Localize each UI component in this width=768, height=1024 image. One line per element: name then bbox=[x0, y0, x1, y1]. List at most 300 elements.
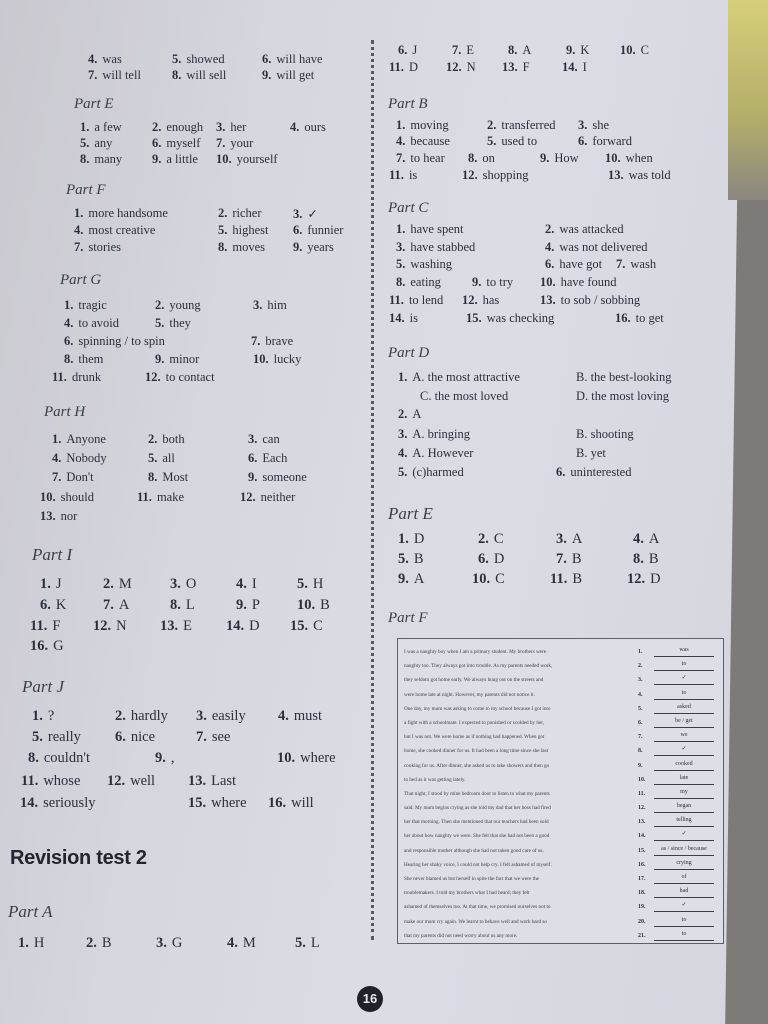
blank-number: 7. bbox=[638, 734, 643, 741]
passage-line: I was a naughty boy when I am a primary student. My brothers were bbox=[404, 649, 547, 655]
item-answer: D. the most loving bbox=[576, 389, 670, 403]
left-part-i-answer bbox=[170, 576, 196, 593]
left-part-i-answer bbox=[226, 618, 260, 635]
item-number: 1. bbox=[398, 531, 409, 547]
item-number: 3. bbox=[216, 120, 226, 134]
item-number: 7. bbox=[103, 597, 114, 613]
passage-line: home, she cooked dinner for us. It had been a long time since she last bbox=[404, 748, 549, 755]
item-answer: Anyone bbox=[66, 432, 106, 446]
left-part-h-answer bbox=[148, 432, 185, 447]
item-number: 1. bbox=[18, 935, 29, 951]
item-number: 10. bbox=[40, 490, 56, 504]
left-part-f-answer bbox=[293, 240, 334, 255]
right-part-e-answer bbox=[398, 551, 424, 568]
item-answer: hardly bbox=[130, 708, 168, 724]
item-answer: brave bbox=[265, 334, 294, 348]
left-part-i-answer bbox=[297, 576, 323, 593]
item-answer: is bbox=[409, 311, 418, 325]
left-part-j-answer bbox=[107, 773, 155, 790]
blank-number: 3. bbox=[638, 677, 643, 684]
item-number: 14. bbox=[226, 618, 245, 634]
left-part-i-answer bbox=[30, 618, 60, 635]
blank-answer: cooked bbox=[654, 759, 714, 771]
left-part-e-answer bbox=[80, 120, 122, 135]
item-answer: to contact bbox=[165, 370, 215, 384]
item-answer: wash bbox=[630, 257, 657, 271]
item-answer: O bbox=[185, 576, 197, 592]
right-part-f-title: Part F bbox=[388, 610, 428, 626]
item-number: 2. bbox=[152, 120, 162, 134]
item-answer: to get bbox=[635, 311, 664, 325]
item-answer: B bbox=[320, 597, 330, 613]
right-part-d-answer bbox=[420, 389, 508, 404]
item-answer: when bbox=[625, 151, 653, 165]
item-number: 5. bbox=[295, 935, 306, 951]
item-answer: to lend bbox=[408, 293, 444, 307]
passage-line: were home late at night. However, my parents did not notice it. bbox=[404, 691, 535, 698]
item-number: 2. bbox=[103, 576, 114, 592]
left-part-f-answer bbox=[218, 206, 262, 221]
item-answer: forward bbox=[592, 134, 632, 148]
item-answer: they bbox=[169, 316, 191, 330]
right-part-e-answer bbox=[472, 571, 505, 588]
item-answer: B. shooting bbox=[576, 427, 634, 441]
right-part-c-answer bbox=[462, 293, 499, 308]
item-answer: N bbox=[116, 618, 127, 634]
right-part-c-answer bbox=[396, 240, 475, 255]
item-answer: nice bbox=[130, 729, 156, 745]
item-answer: B. yet bbox=[576, 446, 606, 460]
answer-blank-row bbox=[638, 702, 718, 716]
item-number: 3. bbox=[156, 935, 167, 951]
right-part-b-answer bbox=[578, 134, 632, 149]
right-part-b-answer bbox=[396, 134, 450, 149]
right-part-b-answer bbox=[540, 151, 579, 166]
left-part-g-answer bbox=[155, 316, 191, 331]
left-part-g-title: Part G bbox=[60, 272, 102, 288]
item-number: 1. bbox=[52, 432, 62, 446]
item-number: 4. bbox=[236, 576, 247, 592]
item-number: 3. bbox=[253, 298, 263, 312]
left-part-e-answer bbox=[216, 120, 246, 135]
item-answer: C. the most loved bbox=[420, 389, 509, 403]
item-number: 2. bbox=[398, 407, 408, 421]
left-part-a-answer bbox=[295, 935, 320, 952]
item-number: 5. bbox=[172, 52, 182, 66]
item-answer: all bbox=[162, 451, 175, 465]
right-part-b-answer bbox=[389, 168, 417, 183]
item-answer: most creative bbox=[88, 223, 156, 237]
item-answer: have spent bbox=[410, 222, 464, 236]
item-answer: see bbox=[211, 729, 231, 745]
right-part-b-answer bbox=[487, 118, 556, 133]
answer-blank-row bbox=[638, 915, 718, 929]
left-top-rows-answer bbox=[88, 52, 122, 67]
left-part-e-answer bbox=[216, 152, 278, 167]
right-part-e-answer bbox=[398, 531, 424, 548]
right-part-c-answer bbox=[466, 311, 554, 326]
item-answer: stories bbox=[88, 240, 122, 254]
item-answer: seriously bbox=[43, 795, 96, 811]
item-answer: K bbox=[55, 597, 67, 613]
item-answer: young bbox=[169, 298, 201, 312]
item-number: 12. bbox=[462, 168, 478, 182]
part-f-text-box bbox=[397, 638, 724, 944]
right-part-c-answer bbox=[389, 293, 443, 308]
blank-number: 13. bbox=[638, 819, 646, 826]
item-number: 10. bbox=[297, 597, 316, 613]
blank-number: 20. bbox=[638, 918, 646, 925]
item-answer: Last bbox=[211, 773, 237, 789]
blank-answer: ✓ bbox=[654, 673, 714, 685]
item-number: 12. bbox=[446, 60, 462, 74]
answer-blank-row bbox=[638, 773, 718, 787]
item-answer: , bbox=[170, 750, 175, 766]
item-number: 9. bbox=[472, 275, 482, 289]
item-answer: someone bbox=[262, 470, 307, 484]
item-number: 9. bbox=[155, 750, 166, 766]
item-number: 1. bbox=[396, 222, 406, 236]
item-answer: Most bbox=[162, 470, 189, 484]
left-part-j-answer bbox=[20, 795, 95, 812]
item-answer: D bbox=[650, 571, 661, 587]
answer-blank-row bbox=[638, 858, 718, 872]
column-divider bbox=[371, 40, 374, 940]
item-answer: Don't bbox=[66, 470, 94, 484]
item-answer: more handsome bbox=[88, 206, 168, 220]
left-part-h-answer bbox=[148, 451, 175, 466]
blank-number: 8. bbox=[638, 748, 643, 755]
left-top-rows-answer bbox=[172, 52, 225, 67]
answer-blank-row bbox=[638, 673, 718, 687]
item-number: 5. bbox=[297, 576, 308, 592]
left-part-f-title: Part F bbox=[66, 182, 106, 198]
item-number: 8. bbox=[508, 43, 518, 57]
item-answer: (c)harmed bbox=[412, 465, 464, 479]
blank-number: 17. bbox=[638, 876, 646, 882]
left-part-g-answer bbox=[64, 298, 107, 313]
left-part-h-answer bbox=[52, 470, 94, 485]
left-part-f-answer bbox=[74, 240, 121, 255]
answer-blank-row bbox=[638, 688, 718, 702]
answer-blank-row bbox=[638, 844, 718, 858]
item-number: 8. bbox=[218, 240, 228, 254]
right-part-d-title: Part D bbox=[388, 345, 430, 361]
item-answer: washing bbox=[410, 257, 453, 271]
item-number: 2. bbox=[155, 298, 165, 312]
item-answer: spinning / to spin bbox=[78, 334, 165, 348]
item-number: 9. bbox=[236, 597, 247, 613]
item-answer: C bbox=[493, 531, 504, 547]
answer-blank-row bbox=[638, 815, 718, 829]
item-number: 11. bbox=[52, 370, 67, 384]
item-answer: really bbox=[47, 729, 81, 745]
answer-blank-row bbox=[638, 716, 718, 730]
left-part-g-answer bbox=[155, 298, 201, 313]
left-part-e-answer bbox=[152, 136, 200, 151]
item-number: 11. bbox=[30, 618, 48, 634]
item-number: 6. bbox=[152, 136, 162, 150]
item-number: 7. bbox=[452, 43, 462, 57]
blank-number: 2. bbox=[638, 663, 643, 670]
item-answer: ours bbox=[304, 120, 326, 134]
item-answer: enough bbox=[166, 120, 204, 134]
item-answer: used to bbox=[501, 134, 538, 148]
item-number: 10. bbox=[216, 152, 232, 166]
item-answer: was checking bbox=[486, 311, 555, 325]
blank-answer: to bbox=[654, 915, 714, 927]
left-part-i-answer bbox=[236, 597, 260, 614]
item-number: 2. bbox=[545, 222, 555, 236]
left-part-e-answer bbox=[152, 120, 203, 135]
right-part-b-answer bbox=[487, 134, 537, 149]
item-number: 7. bbox=[216, 136, 226, 150]
answer-blank-row bbox=[638, 801, 718, 815]
item-number: 6. bbox=[478, 551, 489, 567]
item-number: 4. bbox=[545, 240, 555, 254]
item-number: 9. bbox=[566, 43, 576, 57]
answer-blank-row bbox=[638, 829, 718, 843]
passage-line: One day, my mum was asking to come to my school because I got into bbox=[404, 705, 551, 712]
item-number: 4. bbox=[278, 708, 289, 724]
item-number: 10. bbox=[540, 275, 556, 289]
item-number: 16. bbox=[268, 795, 287, 811]
item-number: 3. bbox=[396, 240, 406, 254]
blank-number: 1. bbox=[638, 649, 643, 655]
item-number: 8. bbox=[468, 151, 478, 165]
passage-line: that my parents did not need worry about us any more. bbox=[404, 932, 518, 939]
right-part-c-answer bbox=[545, 222, 624, 237]
right-part-e-answer bbox=[556, 551, 582, 568]
item-number: 8. bbox=[64, 352, 74, 366]
blank-number: 10. bbox=[638, 776, 646, 783]
right-part-e-answer bbox=[398, 571, 424, 588]
item-answer: C bbox=[640, 43, 649, 57]
left-top-rows-answer bbox=[262, 68, 314, 83]
left-part-j-answer bbox=[277, 750, 336, 767]
blank-answer: we bbox=[654, 730, 714, 742]
right-part-d-answer bbox=[398, 446, 473, 461]
blank-answer: to bbox=[654, 929, 714, 941]
right-top-rows-answer bbox=[389, 60, 418, 75]
revision-test-title: Revision test 2 bbox=[10, 847, 147, 869]
item-answer: D bbox=[493, 551, 505, 567]
left-part-f-answer bbox=[293, 206, 318, 222]
item-number: 12. bbox=[627, 571, 646, 587]
right-part-c-answer bbox=[545, 240, 648, 255]
blank-answer: to bbox=[654, 659, 714, 671]
right-part-d-answer bbox=[398, 427, 470, 442]
item-number: 1. bbox=[64, 298, 74, 312]
item-answer: I bbox=[251, 576, 257, 592]
item-answer: many bbox=[94, 152, 123, 166]
item-answer: minor bbox=[169, 352, 200, 366]
item-number: 2. bbox=[218, 206, 228, 220]
item-number: 12. bbox=[145, 370, 161, 384]
left-part-j-answer bbox=[278, 708, 322, 725]
left-part-j-answer bbox=[155, 750, 175, 767]
blank-number: 16. bbox=[638, 861, 646, 868]
right-top-rows-answer bbox=[566, 43, 589, 58]
item-answer: E bbox=[466, 43, 475, 57]
right-part-c-answer bbox=[472, 275, 513, 290]
item-answer: L bbox=[185, 597, 195, 613]
item-answer: uninterested bbox=[570, 465, 632, 479]
right-part-b-title: Part B bbox=[388, 96, 428, 112]
item-answer: How bbox=[554, 151, 579, 165]
left-part-h-answer bbox=[240, 490, 295, 505]
left-part-g-answer bbox=[52, 370, 101, 385]
item-answer: K bbox=[580, 43, 590, 57]
right-part-d-answer bbox=[398, 407, 421, 422]
left-part-j-answer bbox=[196, 729, 230, 746]
blank-answer: late bbox=[654, 773, 714, 785]
right-part-e-answer bbox=[556, 531, 582, 548]
item-number: 3. bbox=[556, 531, 567, 547]
blank-number: 5. bbox=[638, 705, 643, 712]
left-part-h-answer bbox=[52, 432, 106, 447]
item-number: 5. bbox=[487, 134, 497, 148]
right-part-d-answer bbox=[576, 427, 634, 442]
item-number: 8. bbox=[148, 470, 158, 484]
item-answer: A bbox=[522, 43, 532, 57]
item-answer: will tell bbox=[102, 68, 141, 82]
item-answer: highest bbox=[232, 223, 269, 237]
item-answer: any bbox=[94, 136, 113, 150]
left-part-j-title: Part J bbox=[22, 677, 65, 696]
item-answer: D bbox=[408, 60, 418, 74]
passage-line: cooking for us. After dinner, she asked us to take showers and then go bbox=[404, 762, 550, 769]
right-part-c-answer bbox=[396, 222, 463, 237]
left-part-h-answer bbox=[40, 509, 77, 524]
item-number: 3. bbox=[170, 576, 181, 592]
item-answer: will sell bbox=[186, 68, 227, 82]
item-answer: where bbox=[300, 750, 336, 766]
right-part-c-answer bbox=[540, 293, 640, 308]
left-part-f-answer bbox=[293, 223, 343, 238]
item-answer: tragic bbox=[78, 298, 107, 312]
item-number: 6. bbox=[64, 334, 74, 348]
item-answer: richer bbox=[232, 206, 262, 220]
right-part-b-answer bbox=[578, 118, 609, 133]
item-answer: make bbox=[156, 490, 185, 504]
item-answer: Nobody bbox=[66, 451, 107, 465]
answer-blank-row bbox=[638, 900, 718, 914]
answer-blank-row bbox=[638, 645, 718, 659]
left-part-a-answer bbox=[156, 935, 182, 952]
item-number: 8. bbox=[28, 750, 39, 766]
item-answer: couldn't bbox=[43, 750, 90, 766]
item-answer: showed bbox=[186, 52, 225, 66]
item-answer: A. the most attractive bbox=[412, 370, 520, 384]
item-number: 4. bbox=[396, 134, 406, 148]
item-number: 2. bbox=[148, 432, 158, 446]
item-answer: moves bbox=[232, 240, 266, 254]
passage-line: naughty too. They always got into trouble. As my parents needed work, bbox=[404, 663, 553, 670]
right-part-e-answer bbox=[550, 571, 582, 588]
item-answer: H bbox=[33, 935, 45, 951]
item-answer: B bbox=[572, 571, 582, 587]
blank-answer: as / since / because bbox=[654, 844, 714, 856]
item-number: 5. bbox=[398, 465, 408, 479]
item-answer: I bbox=[582, 60, 587, 74]
right-part-b-answer bbox=[468, 151, 495, 166]
blank-number: 19. bbox=[638, 904, 646, 911]
item-number: 11. bbox=[21, 773, 39, 789]
item-answer: she bbox=[592, 118, 610, 132]
item-answer: funnier bbox=[307, 223, 344, 237]
item-answer: eating bbox=[410, 275, 441, 289]
answer-blank-row bbox=[638, 787, 718, 801]
right-part-c-title: Part C bbox=[388, 200, 429, 216]
answer-blank-row bbox=[638, 886, 718, 900]
item-answer: was attacked bbox=[559, 222, 624, 236]
left-part-e-answer bbox=[290, 120, 326, 135]
answer-blanks bbox=[638, 645, 718, 943]
item-answer: C bbox=[495, 571, 505, 587]
left-part-i-answer bbox=[290, 618, 323, 635]
right-top-rows-answer bbox=[502, 60, 530, 75]
blank-answer: be / get bbox=[654, 716, 714, 728]
item-answer: B bbox=[413, 551, 424, 567]
left-part-f-answer bbox=[74, 206, 168, 221]
left-part-j-answer bbox=[21, 773, 80, 790]
right-top-rows-answer bbox=[446, 60, 476, 75]
left-part-a-title: Part A bbox=[8, 902, 53, 921]
item-number: 2. bbox=[487, 118, 497, 132]
item-number: 8. bbox=[80, 152, 90, 166]
item-answer: neither bbox=[260, 490, 296, 504]
item-answer: B bbox=[648, 551, 659, 567]
item-answer: years bbox=[307, 240, 334, 254]
right-top-rows-answer bbox=[398, 43, 417, 58]
item-number: 4. bbox=[88, 52, 98, 66]
item-answer: shopping bbox=[482, 168, 529, 182]
item-number: 1. bbox=[396, 118, 406, 132]
item-answer: L bbox=[310, 935, 320, 951]
item-answer: nor bbox=[60, 509, 78, 523]
item-answer: C bbox=[313, 618, 323, 634]
item-number: 16. bbox=[615, 311, 631, 325]
item-number: 4. bbox=[398, 446, 408, 460]
left-part-j-answer bbox=[268, 795, 314, 812]
item-answer: have found bbox=[560, 275, 617, 289]
item-answer: have stabbed bbox=[410, 240, 476, 254]
item-number: 3. bbox=[196, 708, 207, 724]
item-answer: G bbox=[171, 935, 183, 951]
left-part-h-answer bbox=[40, 490, 94, 505]
left-part-h-answer bbox=[52, 451, 107, 466]
blank-number: 21. bbox=[638, 932, 646, 939]
left-part-i-answer bbox=[170, 597, 195, 614]
item-number: 3. bbox=[293, 207, 303, 221]
item-answer: A bbox=[413, 571, 425, 587]
item-number: 8. bbox=[396, 275, 406, 289]
item-answer: A bbox=[571, 531, 583, 547]
item-number: 10. bbox=[253, 352, 269, 366]
left-part-j-answer bbox=[28, 750, 90, 767]
item-number: 7. bbox=[396, 151, 406, 165]
blank-number: 9. bbox=[638, 762, 643, 769]
left-part-i-answer bbox=[30, 638, 64, 655]
left-part-i-answer bbox=[40, 597, 66, 614]
right-part-c-answer bbox=[616, 257, 656, 272]
item-number: 13. bbox=[160, 618, 179, 634]
left-part-h-answer bbox=[148, 470, 188, 485]
left-part-j-answer bbox=[188, 773, 236, 790]
right-top-rows-answer bbox=[620, 43, 649, 58]
item-number: 5. bbox=[396, 257, 406, 271]
